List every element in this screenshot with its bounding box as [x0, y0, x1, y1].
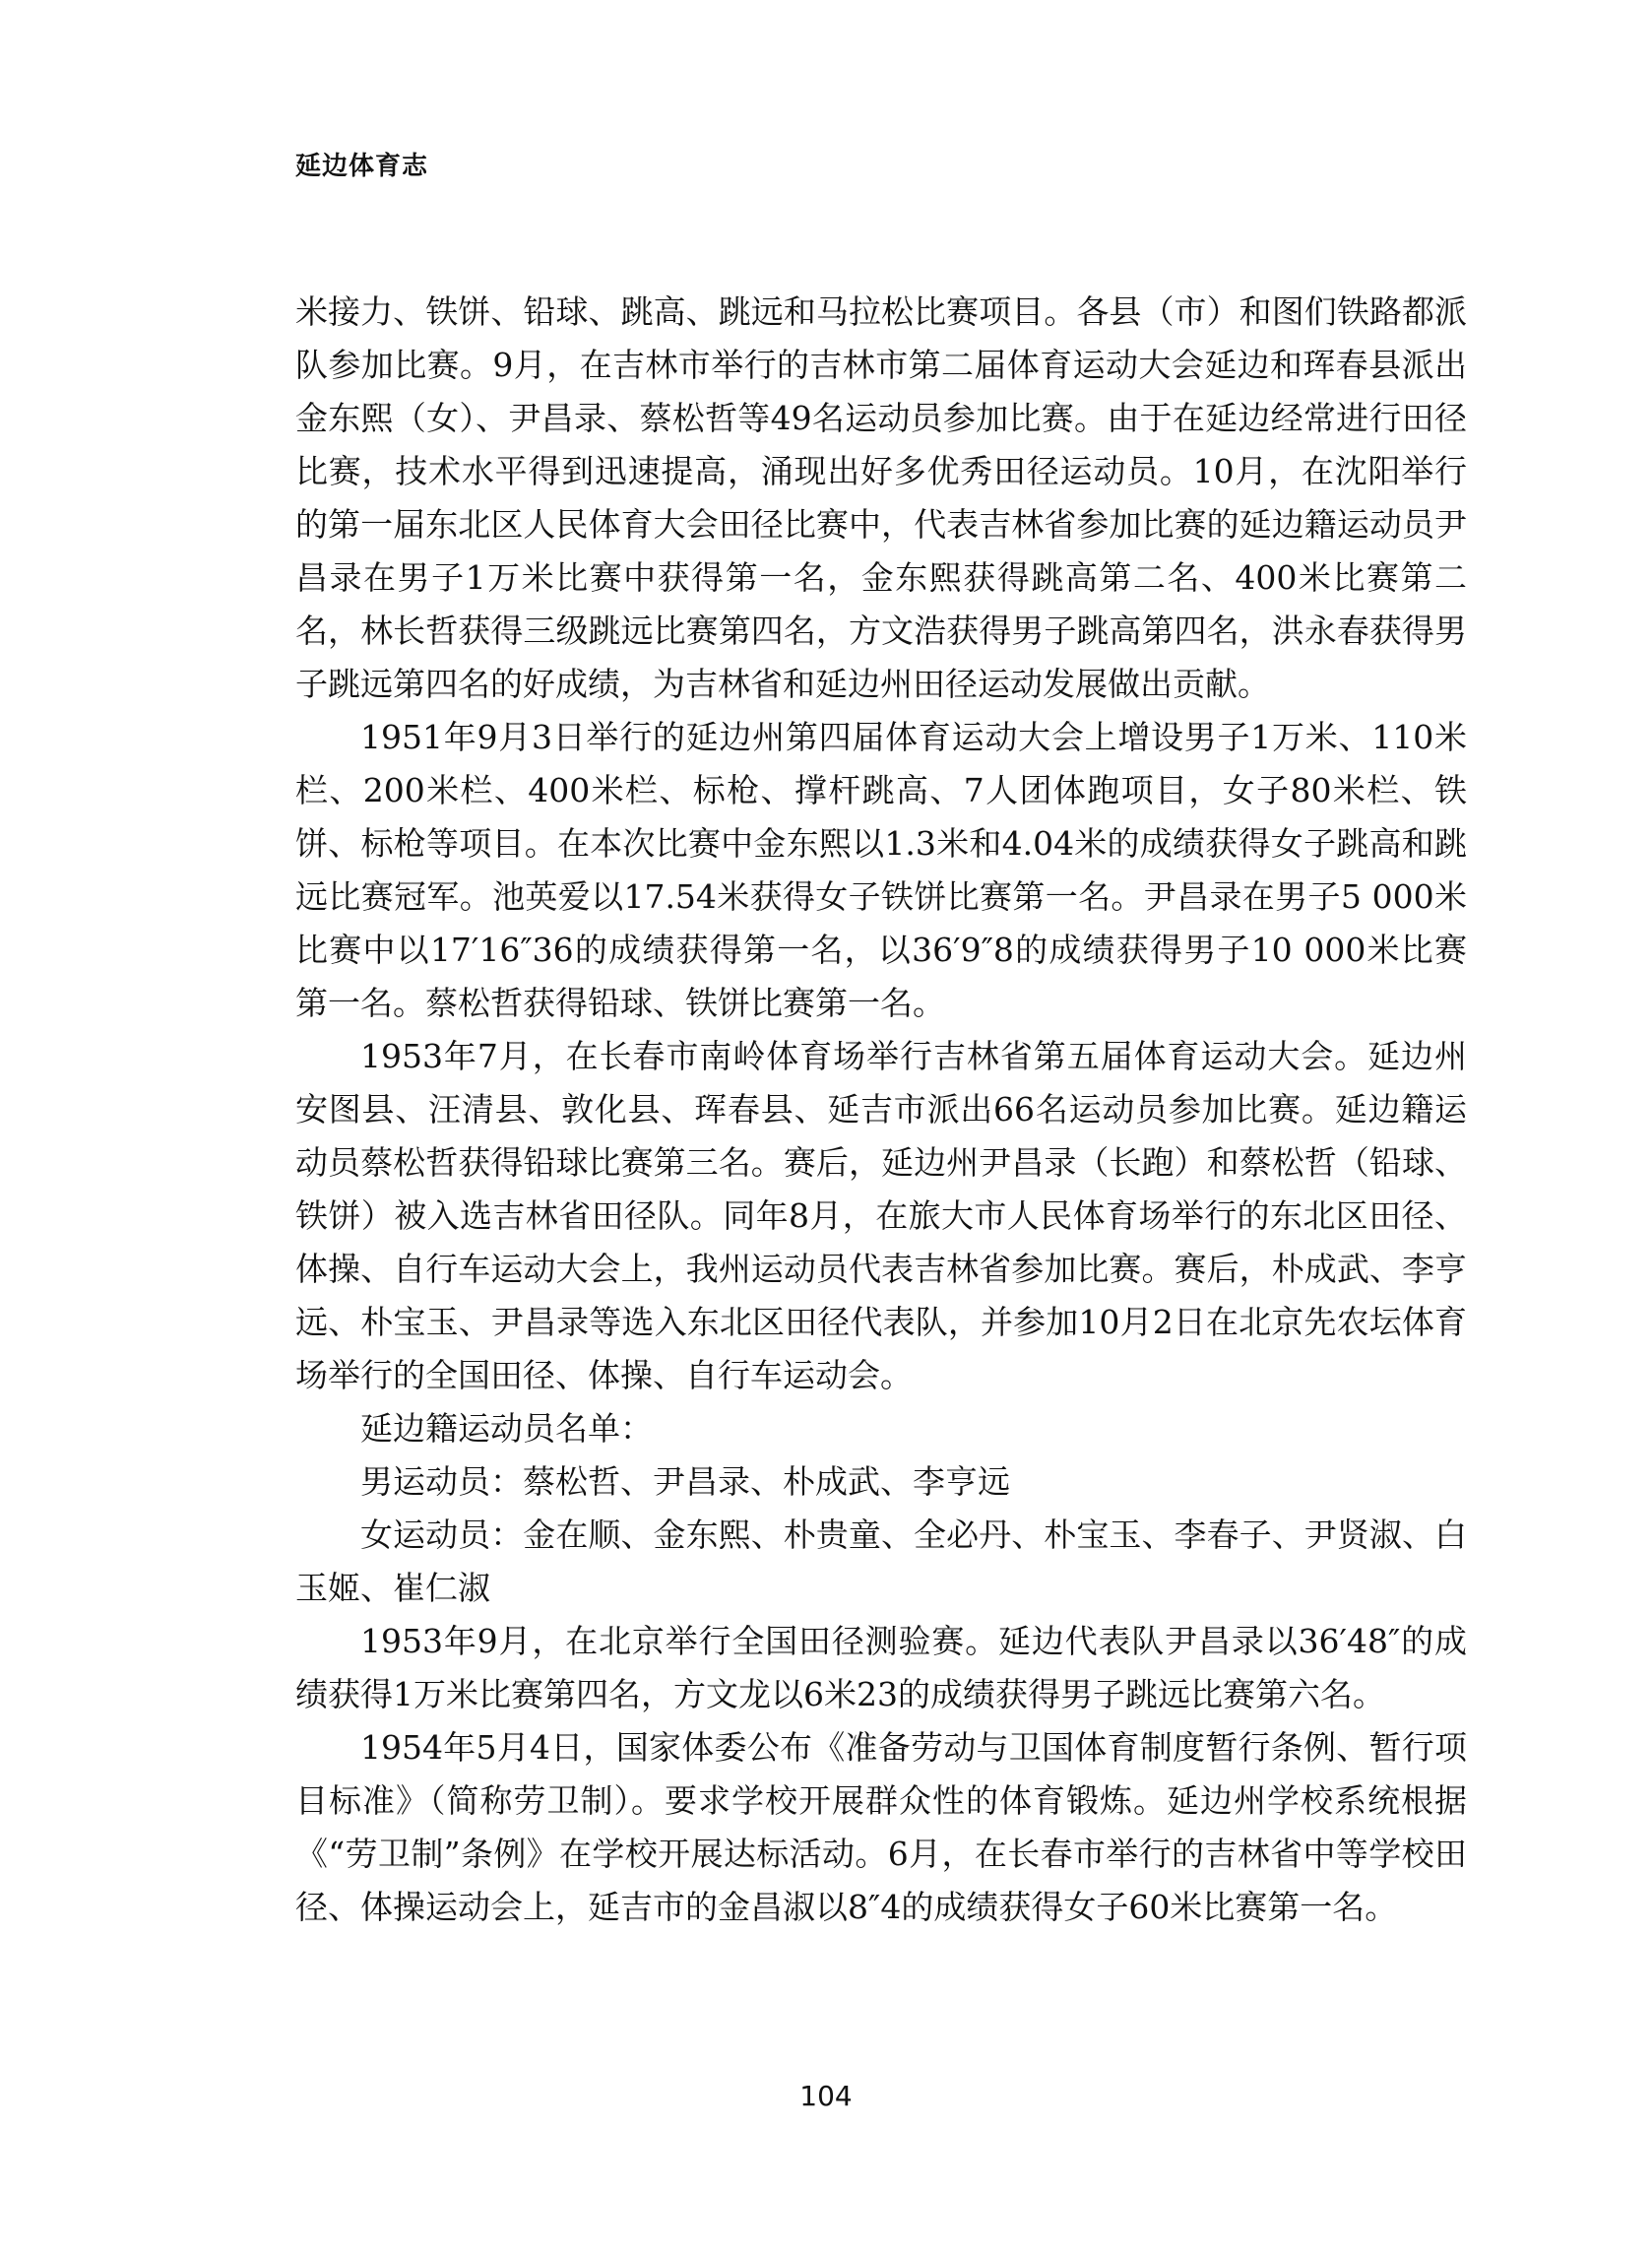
female-athlete-list: 女运动员：金在顺、金东熙、朴贵童、全必丹、朴宝玉、李春子、尹贤淑、白玉姬、崔仁淑	[295, 1515, 1467, 1607]
body-text	[295, 286, 1467, 1934]
page-number: 104	[799, 2080, 853, 2112]
athlete-list-heading: 延边籍运动员名单：	[360, 1409, 653, 1448]
paragraph-continued: 米接力、铁饼、铅球、跳高、跳远和马拉松比赛项目。各县（市）和图们铁路都派队参加比赛。9月，在吉林市举行的吉林市第二届体育运动大会延边和珲春县派出金东熙（女）、尹昌录、蔡松哲等49名运动员参加比赛。由于在延边经常进行田径比赛，技术水平得到迅速提高，涌现出好多优秀田径运动员。10月，在沈阳举行的第一届东北区人民体育大会田径比赛中，代表吉林省参加比赛的延边籍运动员尹昌录在男子1万米比赛中获得第一名，金东熙获得跳高第二名、400米比赛第二名，林长哲获得三级跳远比赛第四名，方文浩获得男子跳高第四名，洪永春获得男子跳远第四名的好成绩，为吉林省和延边州田径运动发展做出贡献。	[295, 292, 1467, 703]
paragraph: 1954年5月4日，国家体委公布《准备劳动与卫国体育制度暂行条例、暂行项目标准》（简称劳卫制）。要求学校开展群众性的体育锻炼。延边州学校系统根据《“劳卫制”条例》在学校开展达标活动。6月，在长春市举行的吉林省中等学校田径、体操运动会上，延吉市的金昌淑以8″4的成绩获得女子60米比赛第一名。	[295, 1728, 1467, 1926]
paragraph: 1953年7月，在长春市南岭体育场举行吉林省第五届体育运动大会。延边州安图县、汪清县、敦化县、珲春县、延吉市派出66名运动员参加比赛。延边籍运动员蔡松哲获得铅球比赛第三名。赛后，延边州尹昌录（长跑）和蔡松哲（铅球、铁饼）被入选吉林省田径队。同年8月，在旅大市人民体育场举行的东北区田径、体操、自行车运动大会上，我州运动员代表吉林省参加比赛。赛后，朴成武、李亨远、朴宝玉、尹昌录等选入东北区田径代表队，并参加10月2日在北京先农坛体育场举行的全国田径、体操、自行车运动会。	[295, 1037, 1467, 1394]
running-header: 延边体育志	[295, 152, 429, 181]
male-athlete-list: 男运动员：蔡松哲、尹昌录、朴成武、李亨远	[360, 1462, 1010, 1501]
paragraph: 1953年9月，在北京举行全国田径测验赛。延边代表队尹昌录以36′48″的成绩获得1万米比赛第四名，方文龙以6米23的成绩获得男子跳远比赛第六名。	[295, 1622, 1467, 1713]
paragraph: 1951年9月3日举行的延边州第四届体育运动大会上增设男子1万米、110米栏、200米栏、400米栏、标枪、撑杆跳高、7人团体跑项目，女子80米栏、铁饼、标枪等项目。在本次比赛中金东熙以1.3米和4.04米的成绩获得女子跳高和跳远比赛冠军。池英爱以17.54米获得女子铁饼比赛第一名。尹昌录在男子5 000米比赛中以17′16″36的成绩获得第一名，以36′9″8的成绩获得男子10 000米比赛第一名。蔡松哲获得铅球、铁饼比赛第一名。	[295, 718, 1467, 1022]
